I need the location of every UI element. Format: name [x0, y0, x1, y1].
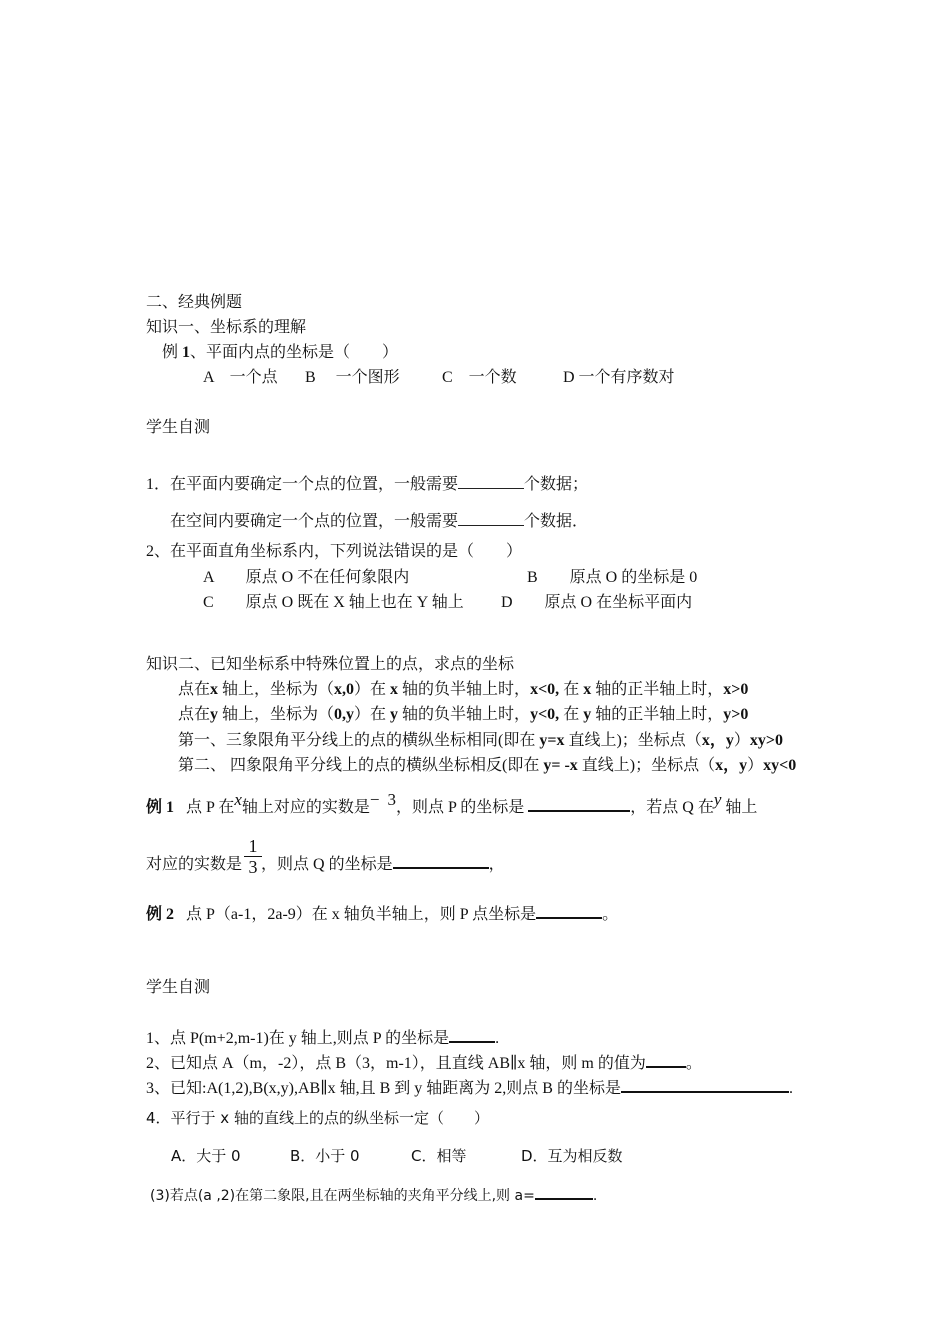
rule-text: 轴的负半轴上时， [402, 681, 531, 698]
rule-text: 第二、 四象限角平分线上的点的横纵坐标相反(即在 [178, 757, 540, 774]
rule-condition: x>0 [723, 681, 749, 698]
question-text: 1、点 P(m+2,m-1)在 y 轴上,则点 P 的坐标是 [146, 1030, 450, 1047]
self-test-q1-line2 [170, 511, 588, 532]
example-label: 例 1 [146, 799, 175, 816]
example-label: 例 [162, 344, 179, 361]
rule-text: 轴的负半轴上时， [402, 706, 531, 723]
k2-rule-x-axis [178, 680, 748, 700]
q4-option-c: C．相等 [411, 1147, 467, 1165]
answer-blank [536, 903, 602, 919]
fraction-one-third [244, 836, 262, 877]
question-text: . [495, 1030, 500, 1047]
rule-text: ） [733, 732, 750, 749]
q4-option-b: B．小于 0 [290, 1147, 360, 1165]
k2-rule-quadrant-2-4 [178, 756, 796, 776]
k1-example-1 [162, 343, 398, 363]
self-test-q2: 2、在平面直角坐标系内，下列说法错误的是（ ） [146, 543, 523, 560]
answer-blank [621, 1077, 789, 1093]
q4-option-d: D．互为相反数 [521, 1147, 623, 1165]
example-number: 1 [182, 344, 191, 361]
example-text: ，则点 Q 的坐标是 [261, 856, 393, 873]
question-text: (3)若点(a ,2)在第二象限,且在两坐标轴的夹角平分线上,则 a= [150, 1188, 535, 1204]
k1-option-c: C 一个数 [442, 369, 517, 386]
k2-example-1-line2 [146, 853, 505, 875]
self-test-heading-1: 学生自测 [146, 419, 211, 436]
rule-text: ）在 [354, 681, 387, 698]
rule-var: y [579, 706, 596, 723]
example-text: ，则点 P 的坐标是 [395, 799, 525, 816]
question-text: 2、已知点 A（m，-2），点 B（3，m-1），且直线 AB∥x 轴，则 m 的值为 [146, 1055, 646, 1072]
answer-blank [646, 1052, 686, 1068]
q1-line1-text: 1．在平面内要确定一个点的位置，一般需要 [146, 476, 459, 493]
rule-condition: xy<0 [763, 757, 797, 774]
rule-text: 在 [559, 681, 580, 698]
rule-text: 第一、三象限角平分线上的点的横纵坐标相同(即在 [178, 732, 536, 749]
question-text: . [788, 1080, 793, 1097]
st2-q4: 4．平行于 x 轴的直线上的点的纵坐标一定（ ） [146, 1109, 489, 1127]
k1-option-a: A 一个点 [203, 369, 278, 386]
k2-example-1-line1 [146, 790, 758, 818]
knowledge-2-title: 知识二、已知坐标系中特殊位置上的点，求点的坐标 [146, 656, 515, 673]
question-text: 3、已知:A(1,2),B(x,y),AB∥x 轴,且 B 到 y 轴距离为 2,则点 B 的坐标是 [146, 1080, 621, 1097]
rule-coord: x，y [701, 732, 734, 749]
example-text: ， [488, 856, 505, 873]
rule-equation: y= -x [539, 757, 582, 774]
rule-equation: y=x [535, 732, 569, 749]
fraction-denominator: 3 [248, 857, 258, 877]
self-test-q1-line1 [146, 474, 588, 495]
k1-option-d: D 一个有序数对 [563, 369, 675, 386]
st2-q2 [146, 1052, 702, 1074]
rule-text: 轴的正半轴上时， [595, 706, 724, 723]
rule-condition: x<0, [530, 681, 560, 698]
math-variable: x [234, 790, 242, 809]
q2-option-a: A 原点 O 不在任何象限内 [203, 569, 410, 586]
rule-text: ） [747, 757, 764, 774]
rule-text: 在 [559, 706, 580, 723]
answer-blank [393, 853, 489, 869]
question-text: . [592, 1188, 598, 1204]
rule-condition: y<0, [530, 706, 560, 723]
rule-coord: 0,y [334, 706, 355, 723]
example-text: 点 P 在 [186, 799, 235, 816]
rule-text: 轴上，坐标为（ [218, 706, 335, 723]
example-text: 对应的实数是 [146, 856, 243, 873]
example-text: ，若点 Q 在 [630, 799, 714, 816]
q1-line2-text: 在空间内要确定一个点的位置，一般需要 [170, 513, 459, 530]
example-text: 轴上对应的实数是 [241, 799, 370, 816]
rule-condition: y>0 [723, 706, 749, 723]
example-label: 例 2 [146, 906, 175, 923]
math-number: 3 [387, 790, 396, 809]
rule-text: 直线上)；坐标点（ [581, 757, 716, 774]
rule-coord: x,0 [334, 681, 355, 698]
q2-option-c: C 原点 O 既在 X 轴上也在 Y 轴上 [203, 594, 464, 611]
k2-example-2 [146, 903, 618, 925]
rule-text: 轴上，坐标为（ [218, 681, 335, 698]
example-text: 轴上 [721, 799, 758, 816]
rule-var: x [579, 681, 596, 698]
rule-text: 点在 [178, 681, 211, 698]
st2-q5 [150, 1184, 597, 1206]
rule-var: y [210, 706, 219, 723]
rule-var: y [386, 706, 403, 723]
rule-coord: x，y [715, 757, 748, 774]
rule-var: x [210, 681, 219, 698]
k2-rule-quadrant-1-3 [178, 731, 783, 751]
fraction-numerator: 1 [244, 836, 262, 857]
math-minus: − [369, 790, 380, 809]
knowledge-1-title: 知识一、坐标系的理解 [146, 319, 307, 336]
section-title: 二、经典例题 [146, 294, 243, 311]
answer-blank [528, 796, 630, 812]
q1-line2-suffix: 个数据． [524, 513, 589, 530]
q1-line1-suffix: 个数据； [524, 476, 589, 493]
question-text: 。 [685, 1055, 702, 1072]
st2-q1 [146, 1027, 499, 1049]
answer-blank [458, 511, 524, 526]
q2-option-b: B 原点 O 的坐标是 0 [527, 569, 698, 586]
q4-option-a: A．大于 0 [171, 1147, 241, 1165]
answer-blank [535, 1184, 593, 1200]
self-test-heading-2: 学生自测 [146, 979, 211, 996]
example-text: 。 [602, 906, 619, 923]
rule-text: 轴的正半轴上时， [595, 681, 724, 698]
rule-var: x [386, 681, 403, 698]
rule-text: 点在 [178, 706, 211, 723]
rule-text: 直线上)；坐标点（ [568, 732, 702, 749]
q2-option-d: D 原点 O 在坐标平面内 [501, 594, 693, 611]
example-question: 、平面内点的坐标是（ ） [190, 344, 399, 361]
answer-blank [458, 474, 524, 489]
st2-q3 [146, 1077, 793, 1099]
k2-rule-y-axis [178, 705, 748, 725]
rule-text: ）在 [354, 706, 387, 723]
k1-option-b: B 一个图形 [305, 369, 400, 386]
math-variable: y [713, 790, 722, 809]
rule-condition: xy>0 [749, 732, 783, 749]
answer-blank [449, 1027, 495, 1043]
example-text: 点 P（a-1，2a-9）在 x 轴负半轴上，则 P 点坐标是 [186, 906, 537, 923]
